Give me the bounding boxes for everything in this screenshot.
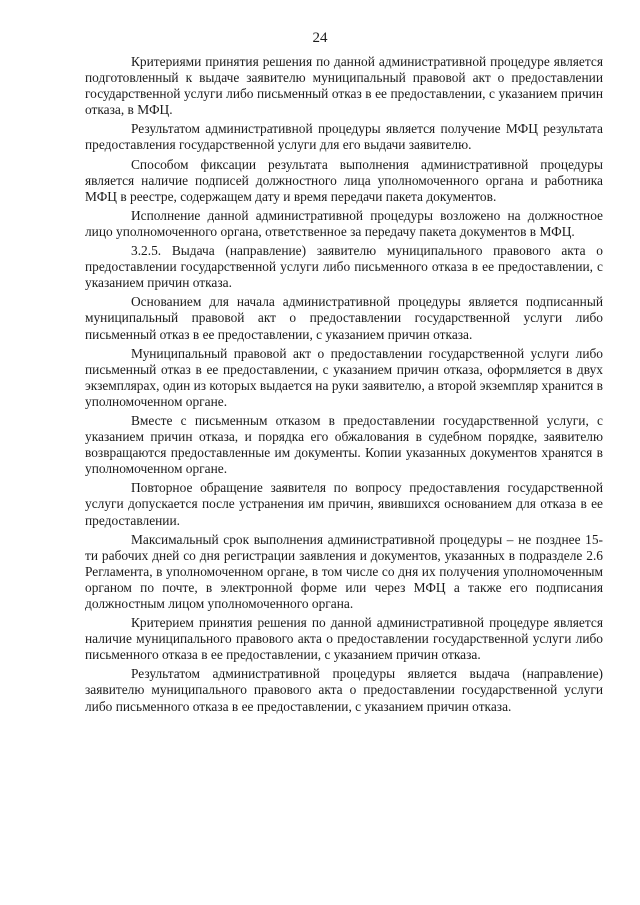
paragraph: Муниципальный правовой акт о предоставлении государственной услуги либо письменный отказ в ее предоставлении, с указанием причин отказа, оформляется в двух экземплярах, один из которых выдается на руки заявителю, а второй экземпляр хранится в уполномоченном органе. [85,345,603,409]
paragraph: Вместе с письменным отказом в предоставлении государственной услуги, с указанием причин отказа, и порядка его обжалования в судебном порядке, заявителю возвращаются предоставленные им документы. Копии указанных документов хранятся в уполномоченном органе. [85,412,603,477]
page-number: 24 [312,30,328,46]
paragraph: Основанием для начала административной процедуры является подписанный муниципальный правовой акт о предоставлении государственной услуги либо письменный отказ в ее предоставлении, с указанием причин отказа. [85,294,603,342]
section-heading-paragraph: 3.2.5. Выдача (направление) заявителю муниципального правового акта о предоставлении государственной услуги либо письменного отказа в ее предоставлении, с указанием причин отказа. [85,243,603,291]
paragraph: Результатом административной процедуры является выдача (направление) заявителю муниципального правового акта о предоставлении государственной услуги либо письменного отказа в ее предоставлении, с указанием причин отказа. [85,666,603,714]
paragraph: Максимальный срок выполнения административной процедуры – не позднее 15-ти рабочих дней со дня регистрации заявления и документов, указанных в подразделе 2.6 Регламента, в уполномоченном органе, в том числе со дня их получения уполномоченным органом по почте, в электронной форме или через МФЦ а также его подписания должностным лицом уполномоченного органа. [85,531,603,611]
paragraph: Критериями принятия решения по данной административной процедуре является подготовленный к выдаче заявителю муниципальный правовой акт о предоставлении государственной услуги либо письменный отказ в ее предоставлении, с указанием причин отказа, в МФЦ. [85,54,603,118]
paragraph: Исполнение данной административной процедуры возложено на должностное лицо уполномоченного органа, ответственное за передачу пакета документов в МФЦ. [85,207,603,239]
paragraph: Результатом административной процедуры является получение МФЦ результата предоставления государственной услуги для его выдачи заявителю. [85,121,603,153]
document-body [85,54,603,718]
paragraph: Критерием принятия решения по данной административной процедуре является наличие муниципального правового акта о предоставлении государственной услуги либо письменного отказа в ее предоставлении, с указанием причин отказа. [85,615,603,663]
paragraph: Повторное обращение заявителя по вопросу предоставления государственной услуги допускается после устранения им причин, явившихся основанием для отказа в ее предоставлении. [85,480,603,528]
paragraph: Способом фиксации результата выполнения административной процедуры является наличие подписей должностного лица уполномоченного органа и работника МФЦ в реестре, содержащем дату и время передачи пакета документов. [85,156,603,204]
